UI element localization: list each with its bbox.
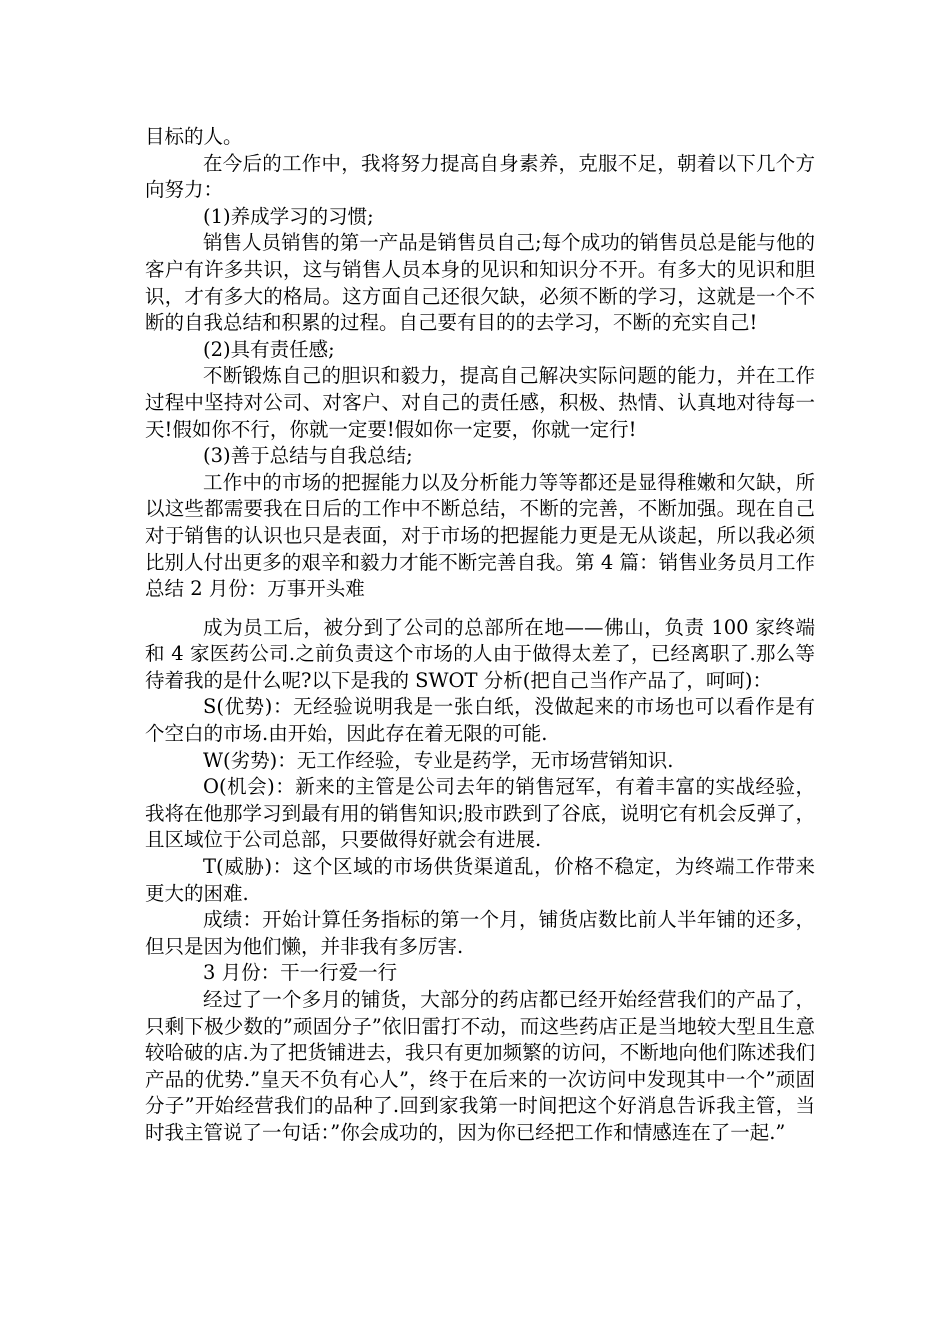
heading-march: 3 月份：干一行爱一行 [203, 961, 398, 985]
paragraph-opportunities: O(机会)：新来的主管是公司去年的销售冠军，有着丰富的实战经验，我将在他那学习到最有用的销售知识;股市跌到了谷底，说明它有机会反弹了，且区域位于公司总部，只要做得好就会有进展. [145, 775, 815, 852]
paragraph-responsibility: 不断锻炼自己的胆识和毅力，提高自己解决实际问题的能力，并在工作过程中坚持对公司、对客户、对自己的责任感，积极、热情、认真地对待每一天!假如你不行，你就一定要!假如你一定要，你就一定行! [145, 364, 815, 441]
paragraph-intro: 在今后的工作中，我将努力提高自身素养，克服不足，朝着以下几个方向努力： [145, 151, 815, 202]
paragraph-new-employee: 成为员工后，被分到了公司的总部所在地——佛山，负责 100 家终端和 4 家医药公司.之前负责这个市场的人由于做得太差了，已经离职了.那么等待着我的是什么呢?以下是我的 SWOT 分析(把自己当作产品了，呵呵)： [145, 615, 815, 692]
paragraph-learning: 销售人员销售的第一产品是销售员自己;每个成功的销售员总是能与他的客户有许多共识，这与销售人员本身的见识和知识分不开。有多大的见识和胆识，才有多大的格局。这方面自己还很欠缺，必须不断的学习，这就是一个不断的自我总结和积累的过程。自己要有目的的去学习，不断的充实自己! [145, 231, 815, 335]
heading-learning-habit: (1)养成学习的习惯; [203, 204, 374, 228]
paragraph-threats: T(威胁)：这个区域的市场供货渠道乱，价格不稳定，为终端工作带来更大的困难. [145, 855, 815, 905]
paragraph-march: 经过了一个多月的铺货，大部分的药店都已经开始经营我们的产品了，只剩下极少数的”顽固分子”依旧雷打不动，而这些药店正是当地较大型且生意较哈破的店.为了把货铺进去，我只有更加频繁的访问，不断地向他们陈述我们产品的优势.”皇天不负有心人”，终于在后来的一次访问中发现其中一个”顽固分子”开始经营我们的品种了.回到家我第一时间把这个好消息告诉我主管，当时我主管说了一句话：”你会成功的，因为你已经把工作和情感连在了一起.” [145, 988, 815, 1144]
heading-responsibility: (2)具有责任感; [203, 337, 335, 361]
paragraph-weaknesses: W(劣势)：无工作经验，专业是药学，无市场营销知识. [203, 748, 674, 772]
heading-summary: (3)善于总结与自我总结; [203, 444, 413, 468]
paragraph-continuation: 目标的人。 [145, 125, 243, 148]
paragraph-strengths: S(优势)：无经验说明我是一张白纸，没做起来的市场也可以看作是有个空白的市场.由开始，因此存在着无限的可能. [145, 695, 815, 746]
document-body [145, 124, 815, 1147]
paragraph-results: 成绩：开始计算任务指标的第一个月，铺货店数比前人半年铺的还多，但只是因为他们懒，并非我有多厉害. [145, 908, 815, 958]
paragraph-summary: 工作中的市场的把握能力以及分析能力等等都还是显得稚嫩和欠缺，所以这些都需要我在日后的工作中不断总结，不断的完善，不断加强。现在自己对于销售的认识也只是表面，对于市场的把握能力更是无从谈起，所以我必须比别人付出更多的艰辛和毅力才能不断完善自我。第 4 篇：销售业务员月工作总结 2 月份：万事开头难 [145, 470, 815, 601]
